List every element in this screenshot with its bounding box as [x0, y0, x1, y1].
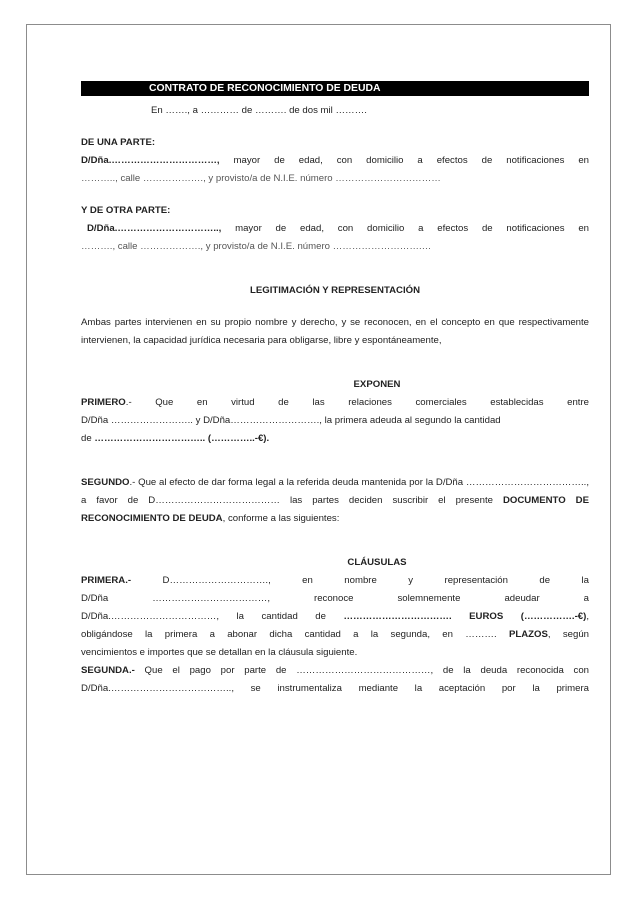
segunda-line1: [81, 662, 589, 680]
primera-line3: [81, 608, 589, 626]
segundo-text-2: , conforme a las siguientes:: [222, 513, 340, 524]
de-una-parte-line2: ……….., calle ………………., y provisto/a de N.I.E. número ……………………………: [81, 173, 441, 184]
primero-label: PRIMERO: [81, 397, 126, 408]
primera-line5: vencimientos e importes que se detallan en la cláusula siguiente.: [81, 647, 358, 658]
de-otra-parte-line1-rest: mayor de edad, con domicilio a efectos de notificaciones en: [221, 223, 589, 234]
de-una-parte-line1-rest: mayor de edad, con domicilio a efectos de notificaciones en: [219, 155, 589, 166]
primera-amount: ……………………………. EUROS (…………….-€): [343, 611, 587, 622]
primera-line3-post: ,: [586, 611, 589, 622]
date-line: En ……., a ………… de ………. de dos mil ……….: [151, 105, 367, 116]
primera-label: PRIMERA.-: [81, 575, 132, 586]
primero-line1: [81, 394, 589, 412]
primero-line2: D/Dña …………………….. y D/Dña………………………., la primera adeuda al segundo la cantidad: [81, 415, 501, 426]
primero-amount: …………………………….. (…………..-€).: [94, 433, 270, 444]
legitimacion-text: Ambas partes intervienen en su propio nombre y derecho, y se reconocen, en el concepto en que respectivamente intervienen, la capacidad jurídica necesaria para obligarse, libre y espontáneamente,: [81, 317, 589, 346]
segunda-line2: D/Dña.……………………………….., se instrumentaliza mediante la aceptación por la primera: [81, 683, 589, 694]
segundo-label: SEGUNDO: [81, 477, 130, 488]
de-una-parte-name: D/Dña.……………………………,: [81, 155, 220, 166]
primera-plazos: PLAZOS: [508, 629, 548, 640]
document-page: [26, 24, 611, 875]
legitimacion-heading: LEGITIMACIÓN Y REPRESENTACIÓN: [249, 285, 421, 296]
de-otra-parte-line2: ………., calle ………………., y provisto/a de N.I.E. número ……………………….…: [81, 241, 432, 252]
de-otra-parte-line1: [81, 220, 589, 238]
primera-line4: [81, 626, 589, 644]
segundo-document-name: DOCUMENTO DE RECONOCIMIENTO DE DEUDA: [81, 495, 590, 524]
primera-line3-pre: D/Dña.……………………………, la cantidad de: [81, 611, 344, 622]
de-otra-parte-name: D/Dña.…………………………..,: [87, 223, 222, 234]
primera-line1-rest: D…………………………., en nombre y representación de la: [131, 575, 589, 586]
clausulas-heading: CLÁUSULAS: [347, 557, 407, 568]
primera-line4-pre: obligándose la primera a abonar dicha cantidad a la segunda, en ……….: [81, 629, 509, 640]
segunda-line1-rest: Que el pago por parte de ……………………………………, de la deuda reconocida con: [134, 665, 589, 676]
primero-line1-rest: .- Que en virtud de las relaciones comerciales establecidas entre: [125, 397, 589, 408]
segundo-text-1: .- Que al efecto de dar forma legal a la referida deuda mantenida por la D/Dña ……………………………….., a favor de D………………………………… las partes deciden suscribir el presente: [81, 477, 589, 506]
primera-line4-post: , según: [547, 629, 589, 640]
document-title: CONTRATO DE RECONOCIMIENTO DE DEUDA: [81, 81, 589, 96]
primero-line3-pre: de: [81, 433, 95, 444]
primera-line1: [81, 572, 589, 590]
de-una-parte-line1: [81, 152, 589, 170]
de-otra-parte-heading: Y DE OTRA PARTE:: [81, 205, 171, 216]
primera-line2: D/Dña ………………………………, reconoce solemnemente adeudar a: [81, 593, 589, 604]
segundo-paragraph: [81, 474, 589, 528]
de-una-parte-heading: DE UNA PARTE:: [81, 137, 156, 148]
segunda-label: SEGUNDA.-: [81, 665, 135, 676]
exponen-heading: EXPONEN: [353, 379, 401, 390]
primero-line3: [81, 430, 589, 448]
document-content: [81, 77, 589, 698]
